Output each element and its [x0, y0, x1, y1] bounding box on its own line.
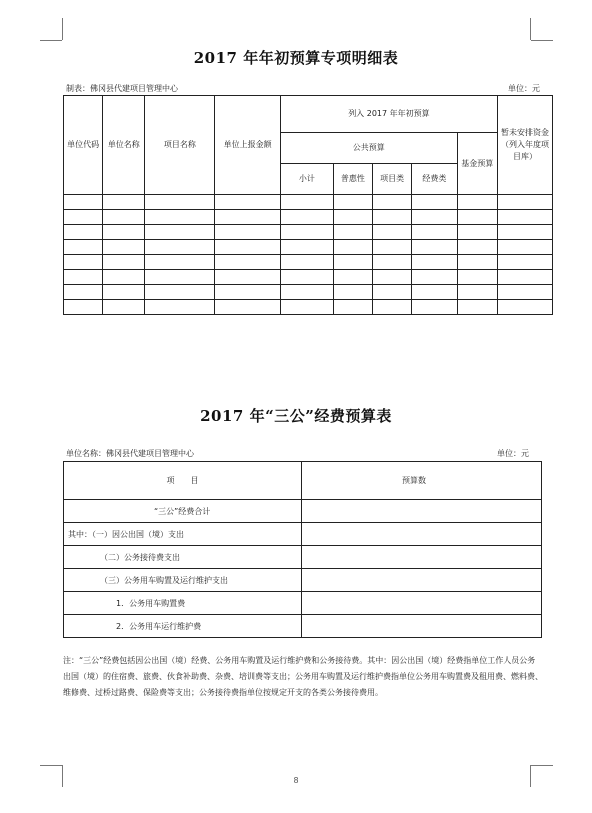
- table1-unit-label: 单位：元: [508, 84, 540, 93]
- table-cell: [412, 210, 458, 225]
- table1-title: 2017 年年初预算专项明细表: [193, 49, 399, 67]
- table-cell: [280, 225, 333, 240]
- table-row: [64, 615, 542, 638]
- table-cell: [412, 240, 458, 255]
- table-cell: [373, 270, 412, 285]
- table1-org-label: 制表：佛冈县代建项目管理中心: [66, 84, 178, 93]
- table-cell: [215, 285, 281, 300]
- header-project-type: 项目类: [373, 164, 412, 195]
- table-cell: [215, 300, 281, 315]
- table-cell: [333, 285, 372, 300]
- table-cell: [280, 210, 333, 225]
- header-public-budget: 公共预算: [280, 133, 457, 164]
- table-row: [64, 546, 542, 569]
- table-cell: [373, 210, 412, 225]
- table-row: [64, 225, 553, 240]
- table-cell: [333, 195, 372, 210]
- table-cell: [412, 225, 458, 240]
- table-row: [64, 195, 553, 210]
- table-cell: [333, 240, 372, 255]
- table-cell: [103, 270, 145, 285]
- table-cell: [497, 195, 552, 210]
- table-cell: [497, 285, 552, 300]
- row-value: [302, 500, 542, 523]
- table-cell: [103, 285, 145, 300]
- crop-mark: [40, 765, 62, 766]
- row-label-reception: （二）公务接待费支出: [64, 546, 302, 569]
- table-cell: [457, 285, 497, 300]
- table-cell: [412, 255, 458, 270]
- table-row: [64, 569, 542, 592]
- row-label-vehicle-maintenance: 2．公务用车运行维护费: [64, 615, 302, 638]
- table2-org-label: 单位名称：佛冈县代建项目管理中心: [66, 449, 194, 458]
- header-included-budget: 列入 2017 年年初预算: [280, 96, 497, 133]
- header-fund-budget: 基金预算: [457, 133, 497, 195]
- table-cell: [103, 210, 145, 225]
- table-cell: [333, 210, 372, 225]
- row-value: [302, 615, 542, 638]
- table-cell: [497, 255, 552, 270]
- table-cell: [64, 210, 103, 225]
- row-label-vehicles: （三）公务用车购置及运行维护支出: [64, 569, 302, 592]
- crop-mark: [62, 18, 63, 40]
- budget-detail-table: [63, 95, 553, 315]
- table-cell: [457, 270, 497, 285]
- table-cell: [103, 225, 145, 240]
- table-cell: [373, 225, 412, 240]
- header-reserved-funds: 暂未安排资金（列入年度项目库）: [497, 96, 552, 195]
- table-cell: [280, 255, 333, 270]
- table-row: [64, 500, 542, 523]
- table-cell: [103, 240, 145, 255]
- table-cell: [215, 225, 281, 240]
- table-cell: [373, 255, 412, 270]
- row-value: [302, 546, 542, 569]
- table-cell: [215, 240, 281, 255]
- table-cell: [64, 240, 103, 255]
- table-cell: [412, 300, 458, 315]
- table-cell: [64, 225, 103, 240]
- crop-mark: [531, 40, 553, 41]
- header-item: 项 目: [64, 462, 302, 500]
- table2-title: 2017 年“三公”经费预算表: [200, 407, 392, 425]
- page-number: 8: [293, 776, 299, 785]
- table-cell: [64, 195, 103, 210]
- crop-mark: [40, 40, 62, 41]
- table-cell: [412, 285, 458, 300]
- table-cell: [457, 210, 497, 225]
- table-cell: [280, 240, 333, 255]
- table-cell: [457, 225, 497, 240]
- header-subtotal: 小计: [280, 164, 333, 195]
- table-cell: [145, 240, 215, 255]
- table-cell: [412, 270, 458, 285]
- table-cell: [64, 255, 103, 270]
- table-cell: [457, 195, 497, 210]
- header-project-name: 项目名称: [145, 96, 215, 195]
- table-cell: [497, 210, 552, 225]
- table-cell: [145, 255, 215, 270]
- table-cell: [103, 300, 145, 315]
- row-label-vehicle-purchase: 1．公务用车购置费: [64, 592, 302, 615]
- table-cell: [103, 195, 145, 210]
- table-row: [64, 300, 553, 315]
- table-row: [64, 240, 553, 255]
- table-cell: [457, 240, 497, 255]
- table-cell: [215, 210, 281, 225]
- table-cell: [497, 240, 552, 255]
- table-cell: [497, 225, 552, 240]
- table-cell: [373, 285, 412, 300]
- row-label-overseas: 其中：（一）因公出国（境）支出: [64, 523, 302, 546]
- table-cell: [145, 210, 215, 225]
- table-cell: [457, 255, 497, 270]
- table-cell: [145, 225, 215, 240]
- header-expense-type: 经费类: [412, 164, 458, 195]
- footnote: 注：“三公”经费包括因公出国（境）经费、公务用车购置及运行维护费和公务接待费。其中：因公出国（境）经费指单位工作人员公务出国（境）的住宿费、旅费、伙食补助费、杂费、培训费等支出；公务用车购置及运行维护费指单位公务用车购置费及租用费、燃料费、维修费、过桥过路费、保险费等支出；公务接待费指单位按规定开支的各类公务接待费用。: [63, 656, 543, 697]
- header-unit-code: 单位代码: [64, 96, 103, 195]
- header-inclusive: 普惠性: [333, 164, 372, 195]
- table-cell: [280, 285, 333, 300]
- table-row: [64, 285, 553, 300]
- table-cell: [103, 255, 145, 270]
- crop-mark: [531, 765, 553, 766]
- table-cell: [333, 300, 372, 315]
- table-row: [64, 255, 553, 270]
- table-cell: [215, 255, 281, 270]
- table-row: [64, 270, 553, 285]
- table-cell: [145, 195, 215, 210]
- table-cell: [145, 300, 215, 315]
- table-row: [64, 592, 542, 615]
- table-row: [64, 210, 553, 225]
- table-cell: [64, 270, 103, 285]
- table-cell: [280, 270, 333, 285]
- table-cell: [215, 270, 281, 285]
- header-budget: 预算数: [302, 462, 542, 500]
- row-value: [302, 569, 542, 592]
- table-cell: [497, 270, 552, 285]
- table2-unit-label: 单位：元: [497, 449, 529, 458]
- table-cell: [373, 240, 412, 255]
- table-cell: [373, 195, 412, 210]
- crop-mark: [530, 18, 531, 40]
- table-cell: [145, 285, 215, 300]
- table-cell: [215, 195, 281, 210]
- table-cell: [145, 270, 215, 285]
- row-label-total: “三公”经费合计: [64, 500, 302, 523]
- three-public-expense-table: [63, 461, 542, 638]
- table-cell: [497, 300, 552, 315]
- table-cell: [333, 270, 372, 285]
- row-value: [302, 592, 542, 615]
- header-unit-name: 单位名称: [103, 96, 145, 195]
- table-cell: [64, 285, 103, 300]
- table-cell: [373, 300, 412, 315]
- table-cell: [64, 300, 103, 315]
- table-row: [64, 523, 542, 546]
- row-value: [302, 523, 542, 546]
- table-cell: [412, 195, 458, 210]
- table-cell: [333, 225, 372, 240]
- table-cell: [457, 300, 497, 315]
- table-cell: [280, 300, 333, 315]
- table-cell: [333, 255, 372, 270]
- table-cell: [280, 195, 333, 210]
- header-reported-amount: 单位上报金额: [215, 96, 281, 195]
